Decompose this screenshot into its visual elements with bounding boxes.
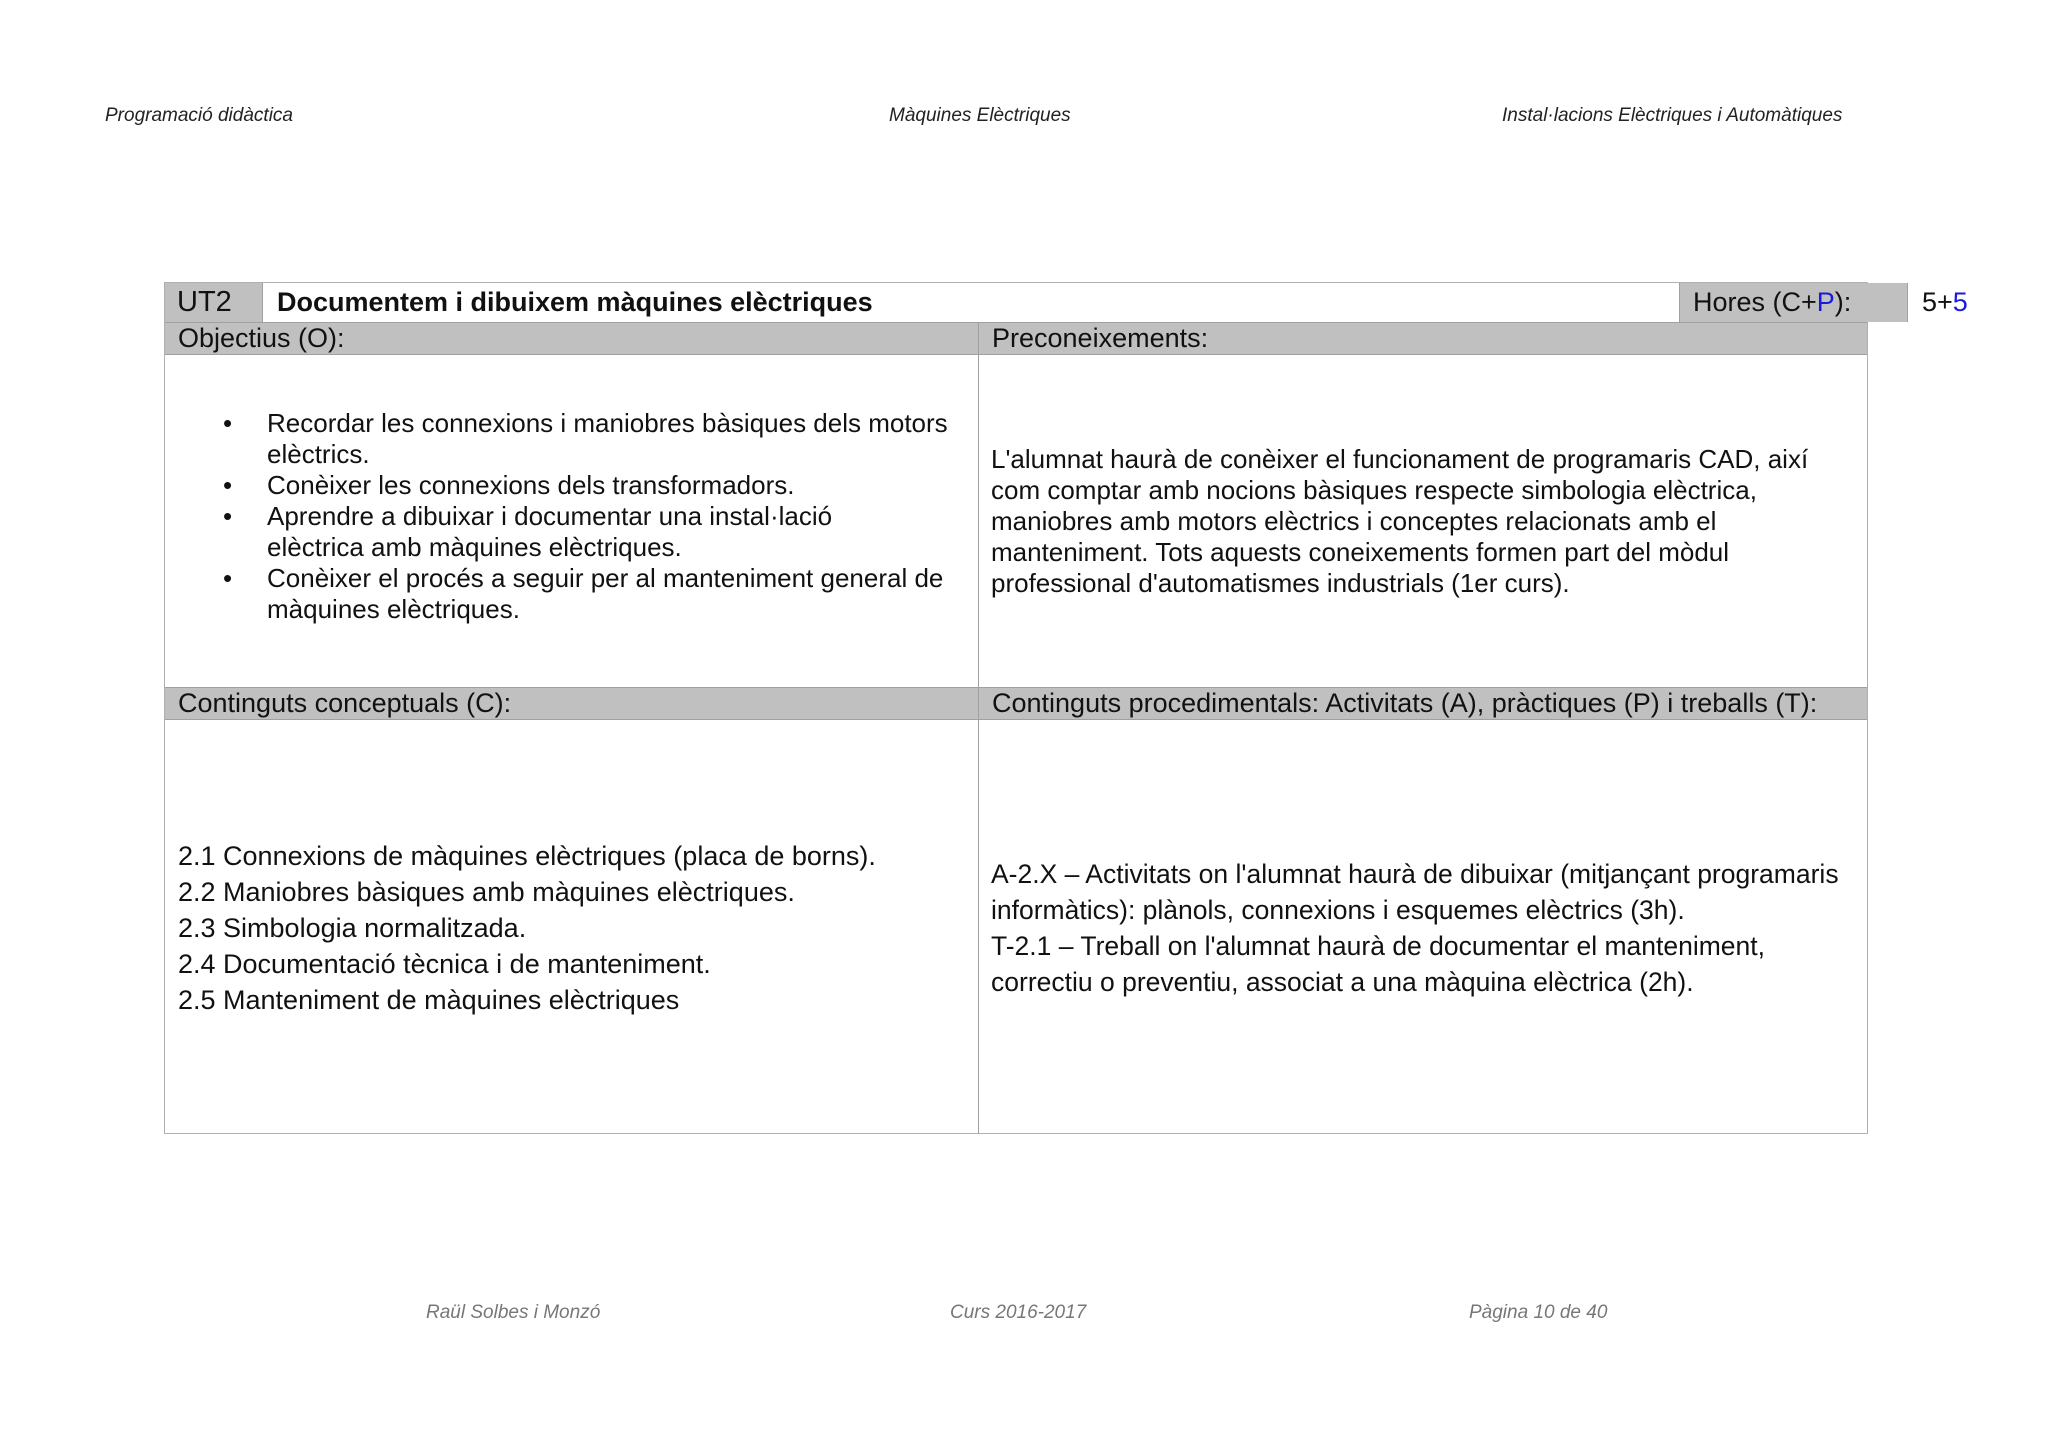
list-item: T-2.1 – Treball on l'alumnat haurà de documentar el manteniment, correctiu o preventiu, associat a una màquina elèctrica (2h). xyxy=(991,931,1765,997)
objectives-list-cell xyxy=(165,408,978,625)
footer-page-number: Pàgina 10 de 40 xyxy=(1469,1302,1608,1323)
list-item: 2.1 Connexions de màquines elèctriques (placa de borns). xyxy=(178,841,876,871)
list-item: 2.3 Simbologia normalitzada. xyxy=(178,913,527,943)
header-right: Instal·lacions Elèctriques i Automàtiques xyxy=(1502,105,1843,126)
header-left: Programació didàctica xyxy=(105,105,293,126)
list-item: • Recordar les connexions i maniobres bàsiques dels motors elèctrics. xyxy=(165,408,978,470)
footer-author: Raül Solbes i Monzó xyxy=(426,1302,601,1323)
prior-knowledge-text: L'alumnat haurà de conèixer el funcionament de programaris CAD, així com comptar amb nocions bàsiques respecte simbologia elèctrica, maniobres amb motors elèctrics i conceptes relacionats amb el manteniment. Tots aquests coneixements formen part del mòdul professional d'automatismes industrials (1er curs). xyxy=(991,444,1809,598)
unit-title-row xyxy=(165,283,1968,323)
unit-table xyxy=(164,282,1968,1134)
procedural-contents-label: Continguts procedimentals: Activitats (A), pràctiques (P) i treballs (T): xyxy=(979,688,1867,720)
list-item: • Aprendre a dibuixar i documentar una instal·lació elèctrica amb màquines elèctriques. xyxy=(165,501,978,563)
footer-course: Curs 2016-2017 xyxy=(950,1302,1087,1323)
list-item: 2.2 Maniobres bàsiques amb màquines elèctriques. xyxy=(178,877,795,907)
header-center: Màquines Elèctriques xyxy=(889,105,1071,126)
hours-label: Hores (C+ P ): xyxy=(1680,283,1908,322)
procedural-contents-list xyxy=(991,856,1861,1000)
unit-code: UT2 xyxy=(165,283,263,322)
objectives-label: Objectius (O): xyxy=(165,323,978,355)
prior-knowledge-label: Preconeixements: xyxy=(979,323,1867,355)
list-item: • Conèixer les connexions dels transformadors. xyxy=(165,470,978,501)
unit-title: Documentem i dibuixem màquines elèctriques xyxy=(263,283,1680,322)
conceptual-contents-label: Continguts conceptuals (C): xyxy=(165,688,978,720)
list-item: A-2.X – Activitats on l'alumnat haurà de dibuixar (mitjançant programaris informàtics): plànols, connexions i esquemes elèctrics (3h). xyxy=(991,859,1839,925)
list-item: 2.5 Manteniment de màquines elèctriques xyxy=(178,985,680,1015)
conceptual-contents-list xyxy=(178,838,968,1018)
list-item: 2.4 Documentació tècnica i de manteniment. xyxy=(178,949,711,979)
list-item: • Conèixer el procés a seguir per al manteniment general de màquines elèctriques. xyxy=(165,563,978,625)
hours-value: 5+ 5 xyxy=(1922,287,1968,317)
